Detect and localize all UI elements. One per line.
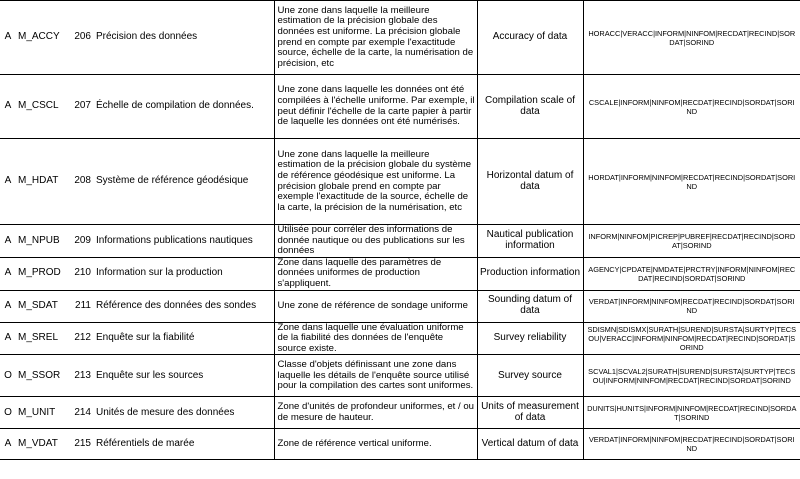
object-definition: Utilisée pour corréler des informations de donnée nautique ou des publications sur les données [274, 225, 477, 258]
object-code: 209 [74, 234, 91, 246]
usage-flag: A [4, 332, 12, 344]
object-name-en: Horizontal datum of data [477, 139, 583, 225]
object-name-fr: Enquête sur la fiabilité [96, 332, 195, 344]
object-name-en: Survey reliability [477, 322, 583, 355]
object-attributes: HORACC|VERACC|INFORM|NINFOM|RECDAT|RECIND|SORDAT|SORIND [583, 1, 800, 75]
object-name-fr: Système de référence géodésique [96, 175, 249, 187]
usage-flag: O [4, 369, 12, 381]
usage-flag: A [4, 267, 12, 279]
object-name-en: Production information [477, 257, 583, 290]
object-name-en: Survey source [477, 355, 583, 397]
usage-flag: A [4, 234, 12, 246]
object-code: 213 [74, 369, 91, 381]
object-attributes: SDISMN|SDISMX|SURATH|SUREND|SURSTA|SURTYP|TECSOU|VERACC|INFORM|NINFOM|RECDAT|RECIND|SORDAT|SORIND [583, 322, 800, 355]
table-row [0, 290, 800, 322]
object-name-fr: Précision des données [96, 31, 198, 43]
object-attributes: DUNITS|HUNITS|INFORM|NINFOM|RECDAT|RECIND|SORDAT|SORIND [583, 397, 800, 429]
object-acronym: M_SDAT [18, 299, 58, 311]
table-row [0, 257, 800, 290]
usage-flag: O [4, 406, 12, 418]
table-row [0, 225, 800, 258]
object-name-en: Sounding datum of data [477, 290, 583, 322]
object-code: 208 [74, 175, 91, 187]
table-row [0, 322, 800, 355]
object-acronym: M_HDAT [18, 175, 59, 187]
object-code: 211 [75, 299, 91, 311]
table-row [0, 139, 800, 225]
object-name-en: Vertical datum of data [477, 429, 583, 460]
object-name-fr: Information sur la production [96, 267, 223, 279]
object-definition: Une zone de référence de sondage uniforme [274, 290, 477, 322]
object-attributes: VERDAT|INFORM|NINFOM|RECDAT|RECIND|SORDAT|SORIND [583, 429, 800, 460]
object-acronym: M_VDAT [18, 438, 58, 450]
object-name-en: Compilation scale of data [477, 75, 583, 139]
object-name-en: Units of measurement of data [477, 397, 583, 429]
table-row [0, 1, 800, 75]
object-code: 214 [74, 406, 91, 418]
object-attributes: VERDAT|INFORM|NINFOM|RECDAT|RECIND|SORDAT|SORIND [583, 290, 800, 322]
table-row [0, 75, 800, 139]
table-row [0, 397, 800, 429]
object-name-fr: Échelle de compilation de données. [96, 100, 254, 112]
object-name-fr: Référentiels de marée [96, 438, 195, 450]
object-acronym: M_SREL [18, 332, 59, 344]
object-name-fr: Référence des données des sondes [96, 299, 257, 311]
table-row [0, 355, 800, 397]
object-definition: Une zone dans laquelle la meilleure estimation de la précision globale du système de référence géodésique est uniforme. La précision globale prend en compte par exemple l'exactitude de la source, échelle de la carte, la précision de la numérisation, etc [274, 139, 477, 225]
object-acronym: M_CSCL [18, 100, 59, 112]
object-attributes: INFORM|NINFOM|PICREP|PUBREF|RECDAT|RECIND|SORDAT|SORIND [583, 225, 800, 258]
object-definition: Zone de référence vertical uniforme. [274, 429, 477, 460]
object-acronym: M_UNIT [18, 406, 56, 418]
usage-flag: A [4, 100, 12, 112]
object-definition: Zone dans laquelle une évaluation uniforme de la fiabilité des données de l'enquête source existe. [274, 322, 477, 355]
object-acronym: M_NPUB [18, 234, 60, 246]
object-code: 212 [74, 332, 91, 344]
object-attributes: SCVAL1|SCVAL2|SURATH|SUREND|SURSTA|SURTYP|TECSOU|INFORM|NINFOM|RECDAT|RECIND|SORDAT|SORIND [583, 355, 800, 397]
usage-flag: A [4, 299, 12, 311]
object-acronym: M_ACCY [18, 31, 60, 43]
object-attributes: AGENCY|CPDATE|NMDATE|PRCTRY|INFORM|NINFOM|RECDAT|RECIND|SORDAT|SORIND [583, 257, 800, 290]
object-code: 215 [74, 438, 91, 450]
object-code: 207 [74, 100, 91, 112]
object-acronym: M_SSOR [18, 369, 61, 381]
object-name-fr: Unités de mesure des données [96, 406, 235, 418]
object-name-en: Accuracy of data [477, 1, 583, 75]
object-code: 206 [74, 31, 91, 43]
object-definition: Une zone dans laquelle la meilleure estimation de la précision globale des données est uniforme. La précision globale prend en compte par exemple l'exactitude source, échelle de la carte, la numérisation de précision, etc [274, 1, 477, 75]
object-name-fr: Informations publications nautiques [96, 234, 253, 246]
object-definition: Zone dans laquelle des paramètres de données uniformes de production s'appliquent. [274, 257, 477, 290]
object-attributes: HORDAT|INFORM|NINFOM|RECDAT|RECIND|SORDAT|SORIND [583, 139, 800, 225]
object-name-fr: Enquête sur les sources [96, 369, 204, 381]
table-row [0, 429, 800, 460]
object-name-en: Nautical publication information [477, 225, 583, 258]
usage-flag: A [4, 31, 12, 43]
object-acronym: M_PROD [18, 267, 61, 279]
object-definition: Classe d'objets définissant une zone dans laquelle les détails de l'enquête source utilisé pour la compilation des cartes sont uniformes. [274, 355, 477, 397]
usage-flag: A [4, 175, 12, 187]
object-definition: Zone d'unités de profondeur uniformes, et / ou de mesure de hauteur. [274, 397, 477, 429]
object-code: 210 [74, 267, 91, 279]
usage-flag: A [4, 438, 12, 450]
object-attributes: CSCALE|INFORM|NINFOM|RECDAT|RECIND|SORDAT|SORIND [583, 75, 800, 139]
object-definition: Une zone dans laquelle les données ont été compilées à l'échelle uniforme. Par exemple, il peut définir l'échelle de la carte papier à partir de laquelle les données ont été numérisés. [274, 75, 477, 139]
